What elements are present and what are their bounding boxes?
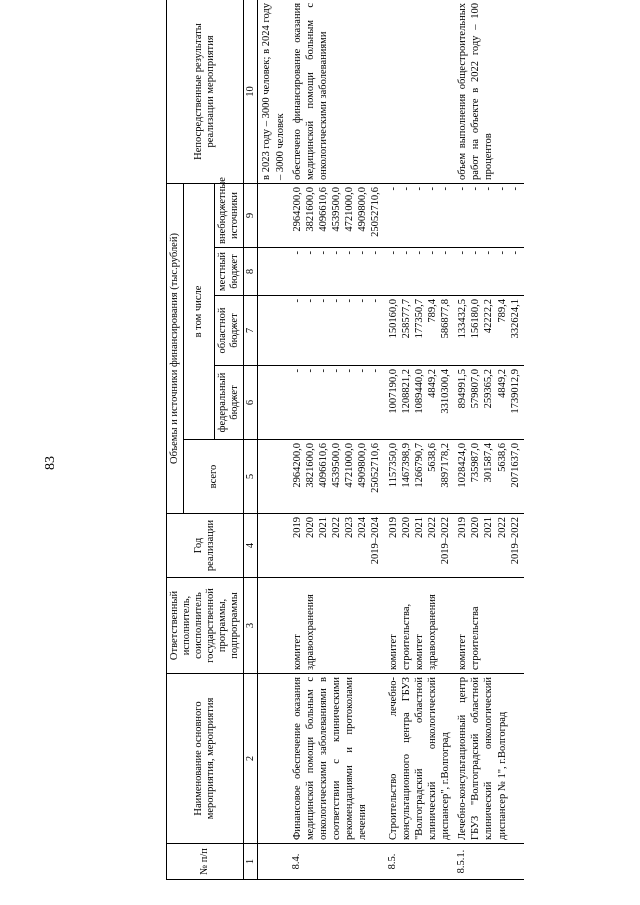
row-extrabudget: - - - - - xyxy=(454,183,524,247)
row-executor: комитет здравоохранения xyxy=(289,578,385,674)
funding-table-container xyxy=(166,0,626,880)
header-funding-group: Объемы и источники финансирования (тыс.рублей) xyxy=(167,183,184,513)
funding-table xyxy=(166,0,524,880)
row-regional: 150160,0 258577,7 177350,7 789,4 586877,8 xyxy=(385,296,455,366)
header-results: Непосредственные результаты реализации мероприятия xyxy=(167,0,244,183)
page-number: 83 xyxy=(43,456,58,470)
column-index: 4 xyxy=(244,514,258,578)
column-index: 9 xyxy=(244,183,258,247)
table-row xyxy=(454,0,524,880)
header-including: в том числе xyxy=(184,183,215,439)
row-federal: - - - - - - - xyxy=(289,366,385,440)
table-row xyxy=(289,0,385,880)
row-results: объем выполнения общестроительных работ на объекте в 2022 году – 100 процентов xyxy=(454,0,524,183)
header-year: Год реализации xyxy=(167,514,244,578)
column-index: 3 xyxy=(244,578,258,674)
row-name: Строительство лечебно-консультационного центра ГБУЗ "Волгоградский областной клинический онкологический диспансер", г.Волгоград xyxy=(385,674,455,844)
row-executor: комитет строительства xyxy=(454,578,524,674)
row-years: 2019 2020 2021 2022 2023 2024 2019–2024 xyxy=(289,514,385,578)
row-total: 1157350,0 1467398,9 1266790,7 5638,6 3897178,2 xyxy=(385,440,455,514)
column-index: 5 xyxy=(244,440,258,514)
row-years: 2019 2020 2021 2022 2019–2022 xyxy=(385,514,455,578)
row-local: - - - - - xyxy=(385,248,455,296)
column-index: 8 xyxy=(244,248,258,296)
row-name: Лечебно-консультационный центр ГБУЗ "Волгоградский областной клинический онкологический диспансер № 1", г.Волгоград xyxy=(454,674,524,844)
row-number: 8.5. xyxy=(385,844,455,880)
row-number: 8.4. xyxy=(289,844,385,880)
row-results xyxy=(385,0,455,183)
row-federal: 894991,5 579807,0 259365,2 4849,2 1739012,9 xyxy=(454,366,524,440)
header-extrabudget: внебюджетные источники xyxy=(215,183,244,247)
row-regional: 133432,5 156180,0 42222,2 789,4 332624,1 xyxy=(454,296,524,366)
row-total: 1028424,0 735987,0 301587,4 5638,6 2071637,0 xyxy=(454,440,524,514)
row-years: 2019 2020 2021 2022 2019–2022 xyxy=(454,514,524,578)
row-number: 8.5.1. xyxy=(454,844,524,880)
column-index: 2 xyxy=(244,674,258,844)
column-index: 7 xyxy=(244,296,258,366)
carry-over-row xyxy=(258,0,289,880)
row-local: - - - - - - - xyxy=(289,248,385,296)
header-local: местный бюджет xyxy=(215,248,244,296)
row-executor: комитет строительства, комитет здравоохранения xyxy=(385,578,455,674)
row-extrabudget: - - - - - xyxy=(385,183,455,247)
header-federal: федеральный бюджет xyxy=(215,366,244,440)
row-local: - - - - - xyxy=(454,248,524,296)
header-executor: Ответственный исполнитель, соисполнитель государственной программы, подпрограммы xyxy=(167,578,244,674)
column-index: 10 xyxy=(244,0,258,183)
column-index: 6 xyxy=(244,366,258,440)
header-regional: областной бюджет xyxy=(215,296,244,366)
header-num: № п/п xyxy=(167,844,244,880)
column-index-row xyxy=(244,0,258,880)
header-total: всего xyxy=(184,440,244,514)
row-federal: 1007190,0 1208821,2 1089440,0 4849,2 3310300,4 xyxy=(385,366,455,440)
row-extrabudget: 2964200,0 3821600,0 4096610,6 4539500,0 4721000,0 4909800,0 25052710,6 xyxy=(289,183,385,247)
row-results: обеспечено финансирование оказания медицинской помощи больным с онкологическими заболеваниями xyxy=(289,0,385,183)
table-row xyxy=(385,0,455,880)
row-regional: - - - - - - - xyxy=(289,296,385,366)
carry-over-results: в 2023 году – 3000 человек; в 2024 году – 3000 человек xyxy=(258,0,289,183)
row-name: Финансовое обеспечение оказания медицинской помощи больным с онкологическими заболеваниями в соответствии с клиническими рекомендациями и протоколами лечения xyxy=(289,674,385,844)
header-name: Наименование основного мероприятия, мероприятия xyxy=(167,674,244,844)
row-total: 2964200,0 3821600,0 4096610,6 4539500,0 4721000,0 4909800,0 25052710,6 xyxy=(289,440,385,514)
column-index: 1 xyxy=(244,844,258,880)
